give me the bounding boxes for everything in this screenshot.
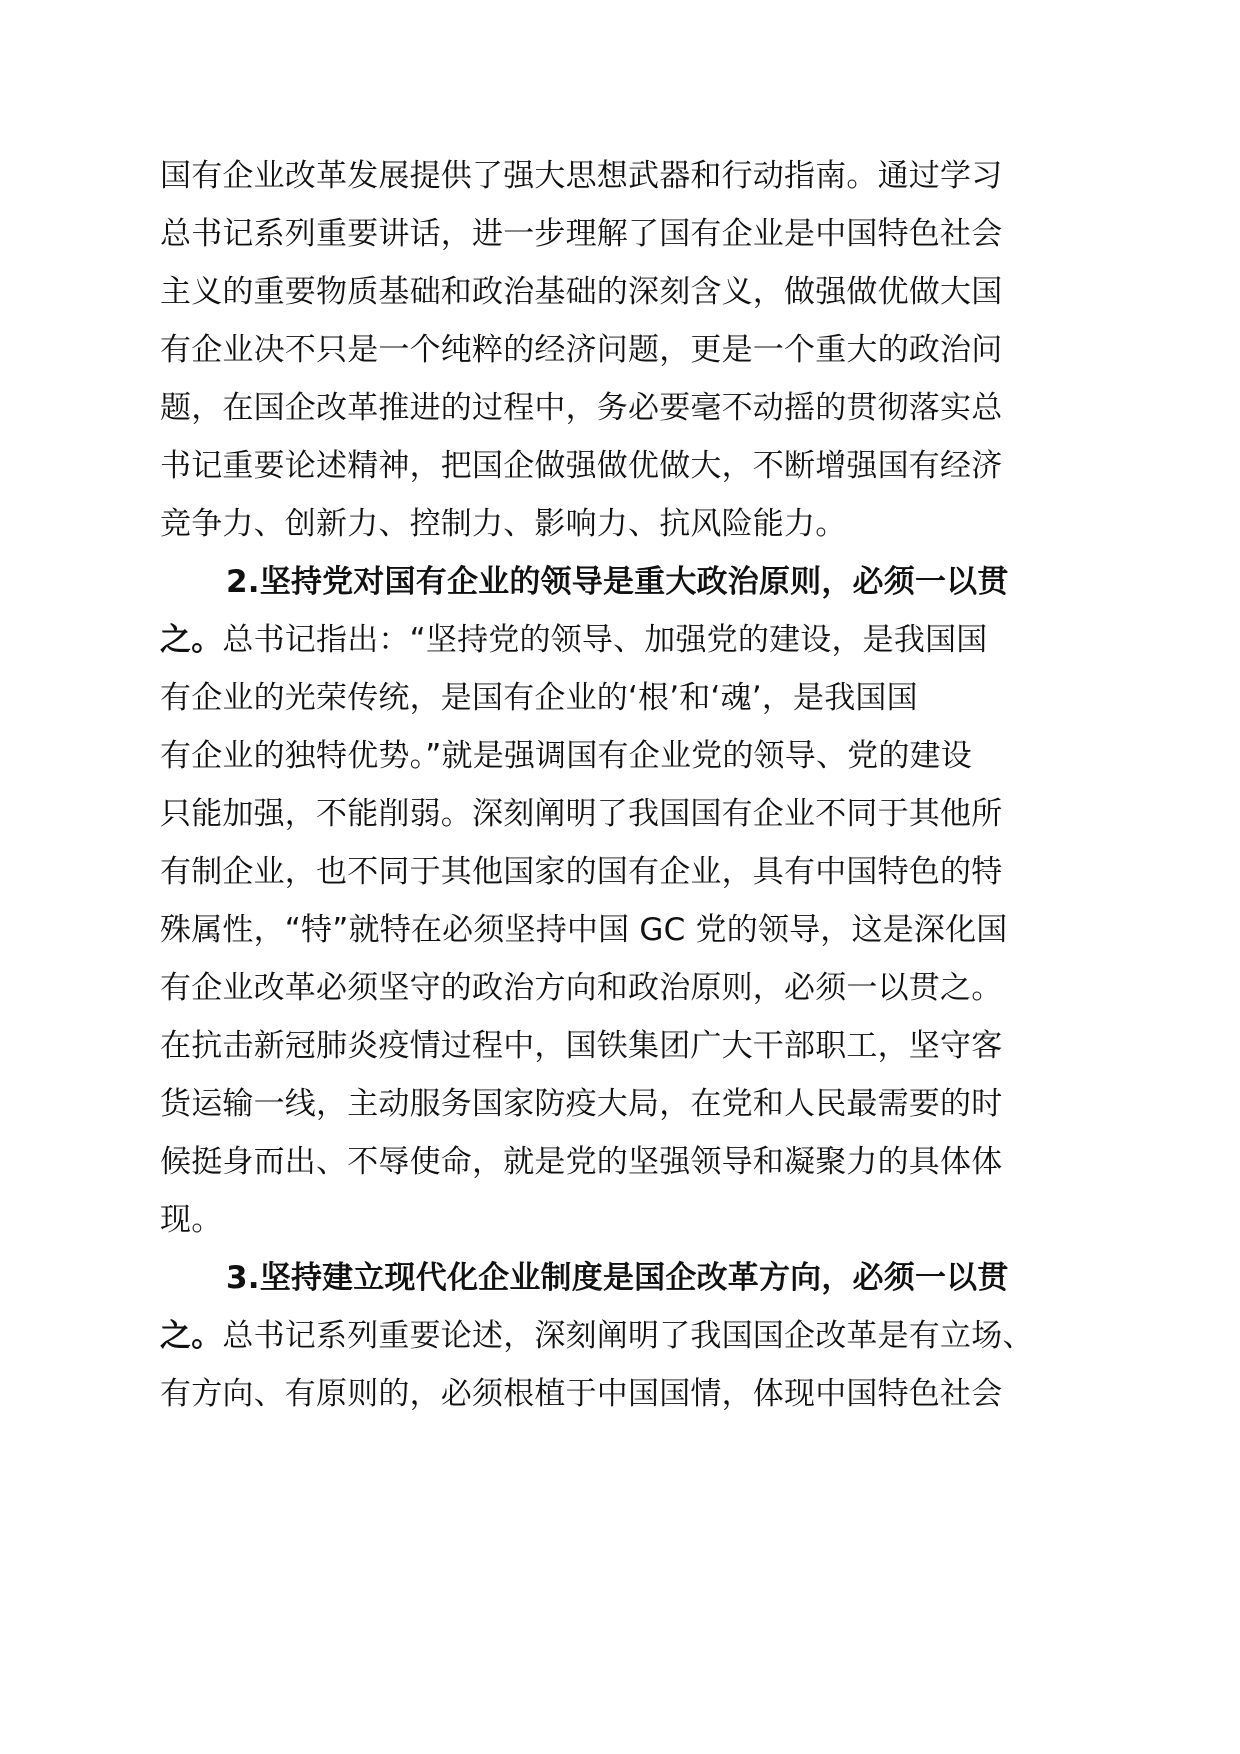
paragraph-line: 殊属性，“特”就特在必须坚持中国 GC 党的领导，这是深化国 <box>160 912 1008 948</box>
paragraph-line: 货运输一线，主动服务国家防疫大局，在党和人民最需要的时 <box>160 1086 1003 1122</box>
paragraph-line: 国有企业改革发展提供了强大思想武器和行动指南。通过学习 <box>160 158 1003 194</box>
paragraph-line: 总书记系列重要讲话，进一步理解了国有企业是中国特色社会 <box>160 216 1003 252</box>
section-2-line <box>160 608 1120 672</box>
paragraph-line: 有制企业，也不同于其他国家的国有企业，具有中国特色的特 <box>160 854 1003 890</box>
paragraph-line: 有企业的光荣传统，是国有企业的‘根’和‘魂’，是我国国 <box>160 680 918 716</box>
paragraph-line: 有企业决不只是一个纯粹的经济问题，更是一个重大的政治问 <box>160 332 1003 368</box>
paragraph-line: 有企业改革必须坚守的政治方向和政治原则，必须一以贯之。 <box>160 970 1003 1006</box>
paragraph-line: 题，在国企改革推进的过程中，务必要毫不动摇的贯彻落实总 <box>160 390 1003 426</box>
paragraph-line: 书记重要论述精神，把国企做强做优做大，不断增强国有经济 <box>160 448 1003 484</box>
paragraph-line: 竞争力、创新力、控制力、影响力、抗风险能力。 <box>160 506 847 542</box>
paragraph-line: 有企业的独特优势。”就是强调国有企业党的领导、党的建设 <box>160 738 972 774</box>
paragraph-line: 只能加强，不能削弱。深刻阐明了我国国有企业不同于其他所 <box>160 796 1003 832</box>
section-3-text: 总书记系列重要论述，深刻阐明了我国国企改革是有立场、 <box>222 1318 1034 1354</box>
paragraph-line: 候挺身而出、不辱使命，就是党的坚强领导和凝聚力的具体体 <box>160 1144 1003 1180</box>
section-2-text: 总书记指出：“坚持党的领导、加强党的建设，是我国国 <box>222 622 988 658</box>
paragraph-line: 在抗击新冠肺炎疫情过程中，国铁集团广大干部职工，坚守客 <box>160 1028 1003 1064</box>
section-3-heading-end: 之。 <box>160 1318 223 1354</box>
section-2-heading-end: 之。 <box>160 622 223 658</box>
paragraph-line: 主义的重要物质基础和政治基础的深刻含义，做强做优做大国 <box>160 274 1003 310</box>
section-2-heading: 2.坚持党对国有企业的领导是重大政治原则，必须一以贯 <box>226 564 1009 600</box>
paragraph-line: 现。 <box>160 1202 223 1238</box>
section-3-line <box>160 1304 1120 1368</box>
section-3-heading: 3.坚持建立现代化企业制度是国企改革方向，必须一以贯 <box>226 1260 1009 1296</box>
paragraph-line: 有方向、有原则的，必须根植于中国国情，体现中国特色社会 <box>160 1376 1003 1412</box>
